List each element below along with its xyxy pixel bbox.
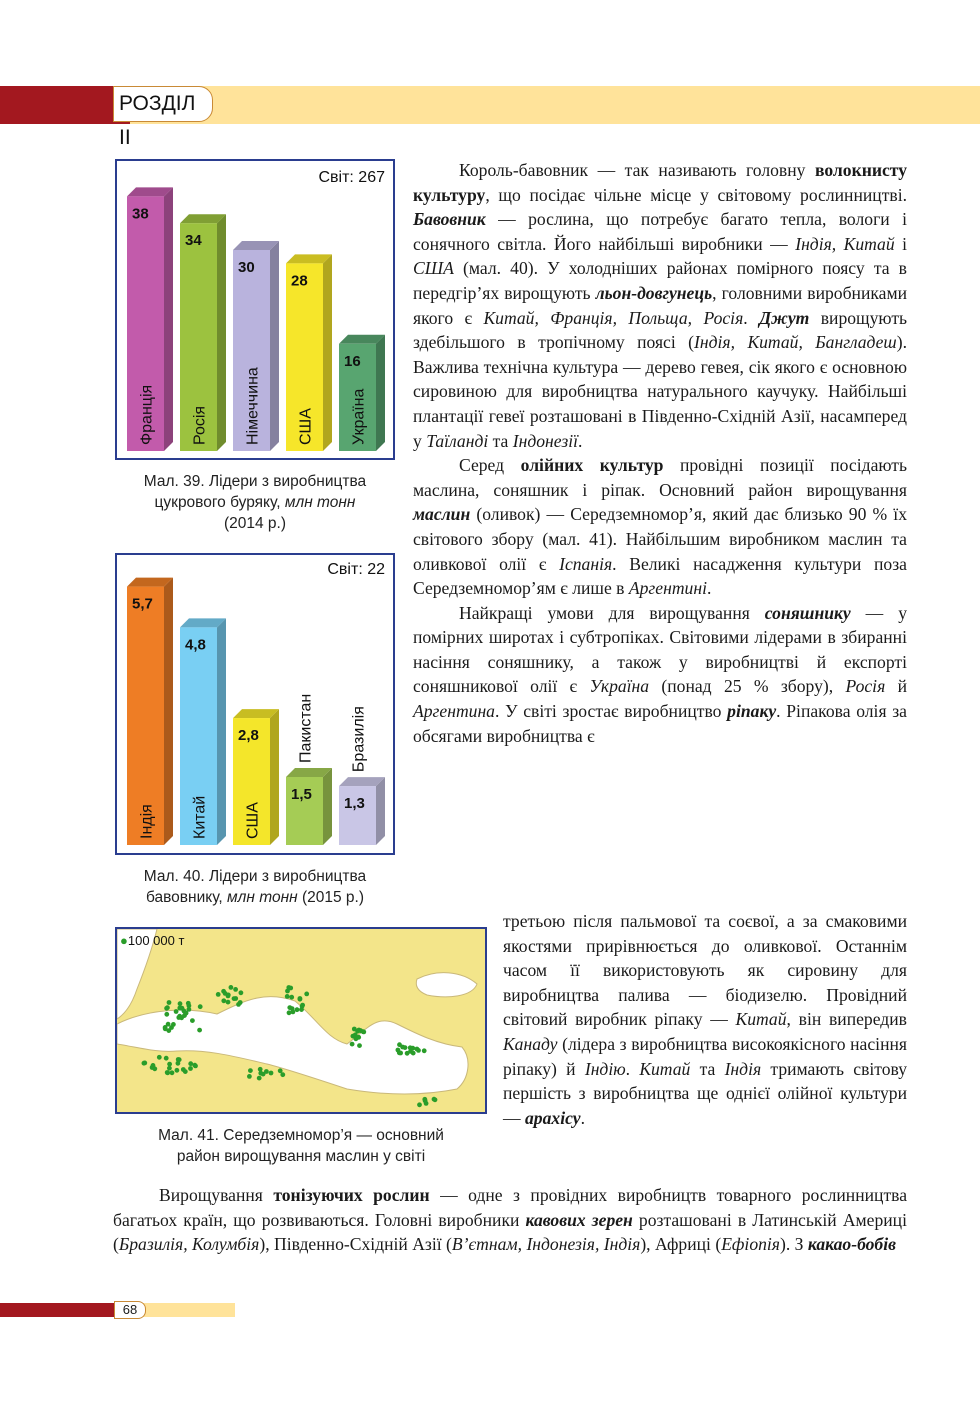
- olive-dot: [247, 1074, 252, 1079]
- bar-value-label: 4,8: [185, 636, 206, 654]
- olive-dot: [238, 1000, 243, 1005]
- olive-dot: [164, 1012, 169, 1017]
- olive-dot: [356, 1035, 361, 1040]
- map-svg: [117, 929, 487, 1114]
- olive-dot: [285, 994, 290, 999]
- olive-dot: [299, 1007, 304, 1012]
- paragraph: третьою після пальмової та соєвої, а за смаковими якостями прирівнюється до оливкової. Останнім часом її використовують як сировину для виробництва палива — біодизелю. Провідний світовий виробник ріпаку — Китай, він випередив Канаду (лідера з виробництва високоякісного насіння ріпаку) й Індію. Китай та Індія тримають світову першість з виробництва ще однієї олійної культури — арахісу.: [503, 911, 908, 1128]
- bar-value-label: 1,5: [291, 786, 312, 803]
- black-sea: [416, 973, 477, 997]
- olive-dot: [167, 1066, 172, 1071]
- olive-dot: [289, 995, 294, 1000]
- chart-box-39: [115, 159, 395, 460]
- olive-dot: [221, 998, 226, 1003]
- olive-dot: [169, 1025, 174, 1030]
- olive-dot: [167, 1000, 172, 1005]
- bar-category-label: Китай: [191, 795, 209, 839]
- caption-fig39: [115, 471, 395, 534]
- olive-dot: [142, 1061, 147, 1066]
- header-red-bar: [0, 86, 130, 124]
- olive-dot: [398, 1051, 403, 1056]
- olive-dot: [304, 992, 309, 997]
- olive-dot: [287, 1010, 292, 1015]
- caption-unit: млн тонн: [284, 494, 356, 511]
- legend-label: 100 000 т: [127, 933, 185, 948]
- olive-dot: [422, 1048, 427, 1053]
- olive-dot: [167, 1062, 172, 1067]
- olive-dot: [164, 1056, 169, 1061]
- bar-4: [286, 768, 332, 845]
- bar-value-label: 28: [291, 272, 308, 290]
- bar-category-label: Німеччина: [244, 367, 262, 445]
- caption-part: (2015 р.): [297, 889, 365, 906]
- cotton-chart: [117, 555, 393, 853]
- olive-dot: [295, 1007, 300, 1012]
- header-yellow-bar: [130, 86, 980, 124]
- olive-dot: [422, 1097, 427, 1102]
- olive-dot: [165, 1070, 170, 1075]
- caption-line: Мал. 40. Лідери з виробництва: [143, 868, 367, 885]
- olive-dot: [411, 1051, 416, 1056]
- olive-dot: [177, 1057, 182, 1062]
- olive-dot: [432, 1097, 437, 1102]
- caption-part: цукрового буряку,: [154, 494, 285, 511]
- olive-dot: [258, 1067, 263, 1072]
- olive-dot: [278, 1068, 283, 1073]
- olive-dot: [223, 991, 228, 996]
- bar-category-label: Бразилія: [350, 706, 368, 773]
- olive-dot: [174, 1009, 179, 1014]
- caption-line: [115, 887, 395, 908]
- olive-dot: [190, 1018, 195, 1023]
- olive-dot: [165, 1005, 170, 1010]
- olive-dot: [286, 985, 291, 990]
- sugar-beet-chart: [117, 161, 393, 458]
- chart-box-40: [115, 553, 395, 855]
- bar-category-label: Франція: [138, 384, 156, 445]
- olive-dot: [233, 996, 238, 1001]
- olive-dot: [178, 1001, 183, 1006]
- olive-dot: [170, 1070, 175, 1075]
- bar-value-label: 1,3: [344, 795, 365, 813]
- olive-dot: [350, 1042, 355, 1047]
- olive-dot: [261, 1072, 266, 1077]
- section-title: РОЗДІЛ ІІ: [113, 86, 213, 122]
- bar-category-label: Україна: [350, 388, 368, 445]
- bar-value-label: 5,7: [132, 595, 153, 613]
- bar-value-label: 34: [185, 232, 202, 250]
- bar-value-label: 16: [344, 352, 361, 370]
- paragraph: Вирощування тонізуючих рослин — одне з провідних виробництв товарного рослинництва багатьох країн, що розвиваються. Головні виробники кавових зерен розташовані в Латинській Америці (Бразилія, Колумбія), Південно-Східній Азії (В’єтнам, Індонезія, Індія), Африці (Ефіопія). З какао-бобів: [113, 1185, 908, 1255]
- olive-dot: [417, 1102, 422, 1107]
- olive-dot: [415, 1047, 420, 1052]
- bar-value-label: 2,8: [238, 727, 259, 745]
- chart-world-total: Світ: 267: [318, 169, 385, 186]
- bar-category-label: Пакистан: [297, 693, 315, 763]
- body-text-narrow: [503, 909, 907, 1130]
- caption-unit: млн тонн: [227, 889, 298, 906]
- olive-dot: [298, 997, 303, 1002]
- caption-fig40: [115, 866, 395, 908]
- olive-dot: [198, 1004, 203, 1009]
- olive-dot: [181, 1067, 186, 1072]
- olive-dot: [248, 1068, 253, 1073]
- olive-dot: [184, 1011, 189, 1016]
- caption-line: (2014 р.): [223, 515, 287, 532]
- chart-world-total: Світ: 22: [327, 561, 385, 578]
- olive-dot: [410, 1046, 415, 1051]
- body-text-upper: [413, 158, 907, 748]
- olive-dot: [239, 990, 244, 995]
- olive-dot: [188, 1061, 193, 1066]
- olive-dot: [176, 1015, 181, 1020]
- page-number: 68: [114, 1301, 146, 1319]
- olive-dot: [152, 1066, 157, 1071]
- caption-line: район вирощування маслин у світі: [176, 1148, 426, 1165]
- paragraph: Серед олійних культур провідні позиції посідають маслина, соняшник і ріпак. Основний район вирощування маслин (оливок) — Середземномор’я, який дає близько 90 % їх світового збору (мал. 41). Найбільшим виробником маслин та оливкової олії є Іспанія. Великі насадження культури поза Середземномор’ям є лише в Аргентині.: [413, 455, 907, 599]
- olive-dot: [233, 987, 238, 992]
- olive-dot: [178, 1006, 183, 1011]
- paragraph: Король-бавовник — так називають головну волокнисту культуру, що посідає чільне місце у світовому рослинництві. Бавовник — рослина, що потребує багато тепла, вологи і сонячного світла. Його найбільші виробники — Індія, Китай і США (мал. 40). У холодніших районах помірного поясу та в передгір’ях вирощують льон-довгунець, головними виробниками якого є Китай, Франція, Польща, Росія. Джут вирощують здебільшого в тропічному поясі (Індія, Китай, Бангладеш). Важлива технічна культура — дерево гевея, сік якого є основною сировиною для виробництва натурального каучуку. Найбільші плантації гевеї розташовані в Південно-Східній Азії, насамперед у Таїланді та Індонезії.: [413, 160, 908, 451]
- bar-category-label: Індія: [138, 804, 156, 839]
- olive-dot: [175, 1068, 180, 1073]
- olive-dot: [300, 1003, 305, 1008]
- olive-dot: [197, 1028, 202, 1033]
- olive-dot: [226, 1000, 231, 1005]
- olive-dot: [290, 1006, 295, 1011]
- bar-category-label: США: [297, 408, 315, 445]
- legend-dot-icon: ●: [120, 933, 128, 948]
- map-legend: [120, 933, 184, 948]
- footer-red-bar: [0, 1303, 120, 1317]
- mediterranean-map: [115, 927, 487, 1114]
- bar-value-label: 38: [132, 205, 149, 223]
- olive-dot: [188, 1066, 193, 1071]
- olive-dot: [192, 1063, 197, 1068]
- olive-dot: [157, 1055, 162, 1060]
- caption-part: бавовнику,: [145, 889, 228, 906]
- olive-dot: [357, 1043, 362, 1048]
- paragraph: Найкращі умови для вирощування соняшнику — у помірних широтах і субтропіках. Світовими лідерами в збиранні насіння соняшнику, а також у виробництві й експорті соняшникової олії є Україна (понад 25 % збору), Росія й Аргентина. У світі зростає виробництво ріпаку. Ріпакова олія за обсягами виробництва є: [413, 602, 908, 746]
- olive-dot: [355, 1029, 360, 1034]
- olive-dot: [216, 992, 221, 997]
- olive-dot: [400, 1045, 405, 1050]
- bar-category-label: Росія: [191, 405, 209, 445]
- caption-line: Мал. 41. Середземномор’я — основний: [158, 1127, 444, 1144]
- bar-value-label: 30: [238, 259, 255, 276]
- bar-category-label: США: [244, 802, 262, 839]
- olive-dot: [229, 985, 234, 990]
- olive-dot: [280, 1072, 285, 1077]
- olive-dot: [405, 1051, 410, 1056]
- caption-line: [115, 492, 395, 513]
- olive-dot: [163, 1026, 168, 1031]
- olive-dot: [257, 1076, 262, 1081]
- body-text-bottom: [113, 1183, 907, 1257]
- olive-dot: [269, 1071, 274, 1076]
- caption-fig41: [115, 1125, 487, 1167]
- caption-line: Мал. 39. Лідери з виробництва: [143, 473, 367, 490]
